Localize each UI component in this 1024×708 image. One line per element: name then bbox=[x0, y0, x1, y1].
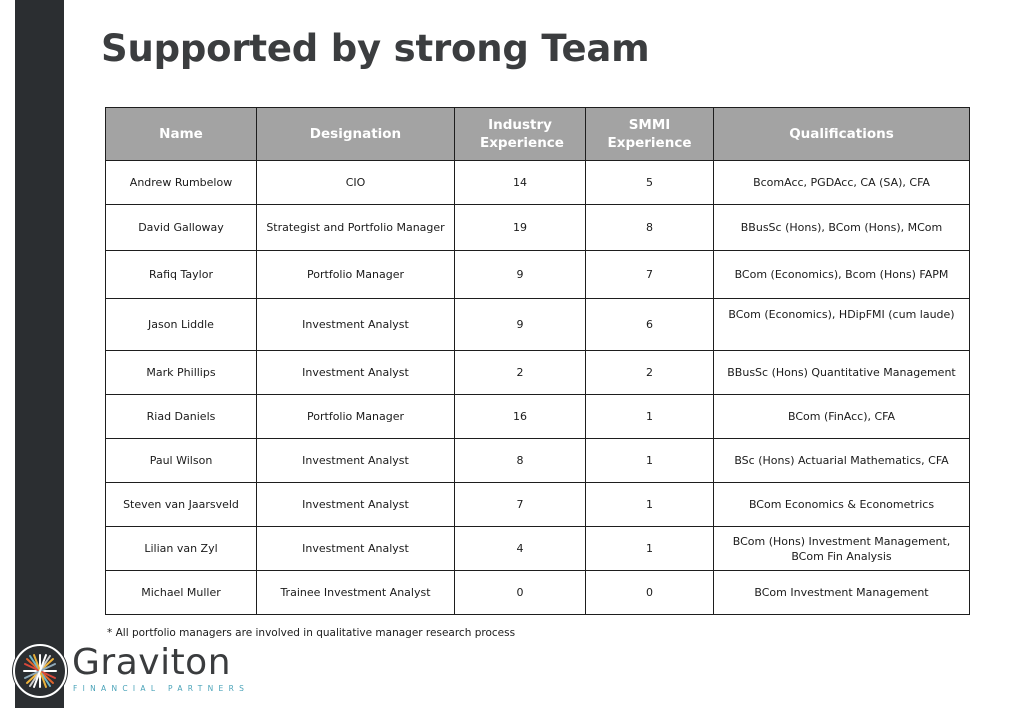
star-burst-icon bbox=[15, 646, 65, 696]
cell-industry-experience: 0 bbox=[455, 571, 586, 615]
header-industry-experience-label: Industry Experience bbox=[480, 117, 564, 151]
table-row bbox=[106, 161, 970, 205]
cell-industry-experience: 4 bbox=[455, 527, 586, 571]
cell-name: Lilian van Zyl bbox=[106, 527, 257, 571]
left-sidebar-band bbox=[15, 0, 64, 708]
cell-qualifications: BBusSc (Hons) Quantitative Management bbox=[714, 351, 970, 395]
cell-smmi-experience: 1 bbox=[586, 527, 714, 571]
cell-industry-experience: 14 bbox=[455, 161, 586, 205]
cell-designation: Investment Analyst bbox=[257, 527, 455, 571]
cell-designation: Strategist and Portfolio Manager bbox=[257, 205, 455, 251]
table-row bbox=[106, 251, 970, 299]
cell-qualifications: BCom Economics & Econometrics bbox=[714, 483, 970, 527]
table-row bbox=[106, 571, 970, 615]
cell-industry-experience: 19 bbox=[455, 205, 586, 251]
cell-name: Andrew Rumbelow bbox=[106, 161, 257, 205]
table-row bbox=[106, 299, 970, 351]
brand-name: Graviton bbox=[72, 642, 232, 683]
cell-designation: Trainee Investment Analyst bbox=[257, 571, 455, 615]
cell-designation: Portfolio Manager bbox=[257, 251, 455, 299]
cell-designation: Investment Analyst bbox=[257, 351, 455, 395]
cell-qualifications: BCom (Economics), Bcom (Hons) FAPM bbox=[714, 251, 970, 299]
cell-qualifications: BcomAcc, PGDAcc, CA (SA), CFA bbox=[714, 161, 970, 205]
cell-smmi-experience: 2 bbox=[586, 351, 714, 395]
cell-qualifications: BBusSc (Hons), BCom (Hons), MCom bbox=[714, 205, 970, 251]
table-row bbox=[106, 527, 970, 571]
header-industry-experience bbox=[455, 108, 586, 161]
cell-qualifications: BCom (Hons) Investment Management, BCom Fin Analysis bbox=[714, 527, 970, 571]
cell-qualifications: BSc (Hons) Actuarial Mathematics, CFA bbox=[714, 439, 970, 483]
cell-industry-experience: 9 bbox=[455, 251, 586, 299]
table-row bbox=[106, 439, 970, 483]
cell-smmi-experience: 0 bbox=[586, 571, 714, 615]
cell-qualifications: BCom (Economics), HDipFMI (cum laude) bbox=[714, 299, 970, 351]
table-row bbox=[106, 395, 970, 439]
cell-smmi-experience: 8 bbox=[586, 205, 714, 251]
cell-qualifications: BCom (FinAcc), CFA bbox=[714, 395, 970, 439]
header-smmi-experience: SMMI Experience bbox=[586, 108, 714, 161]
page-title: Supported by strong Team bbox=[101, 27, 650, 70]
cell-smmi-experience: 1 bbox=[586, 439, 714, 483]
table-row bbox=[106, 483, 970, 527]
cell-name: Paul Wilson bbox=[106, 439, 257, 483]
cell-industry-experience: 7 bbox=[455, 483, 586, 527]
cell-designation: Investment Analyst bbox=[257, 299, 455, 351]
brand-tagline: FINANCIAL PARTNERS bbox=[73, 684, 250, 693]
cell-smmi-experience: 1 bbox=[586, 483, 714, 527]
header-qualifications: Qualifications bbox=[714, 108, 970, 161]
team-table bbox=[105, 107, 970, 615]
cell-smmi-experience: 6 bbox=[586, 299, 714, 351]
graviton-logo-icon bbox=[13, 644, 67, 698]
header-designation: Designation bbox=[257, 108, 455, 161]
cell-industry-experience: 9 bbox=[455, 299, 586, 351]
table-row bbox=[106, 205, 970, 251]
cell-smmi-experience: 5 bbox=[586, 161, 714, 205]
cell-designation: Portfolio Manager bbox=[257, 395, 455, 439]
cell-smmi-experience: 1 bbox=[586, 395, 714, 439]
header-name: Name bbox=[106, 108, 257, 161]
table-row bbox=[106, 351, 970, 395]
cell-designation: Investment Analyst bbox=[257, 483, 455, 527]
cell-name: Mark Phillips bbox=[106, 351, 257, 395]
cell-smmi-experience: 7 bbox=[586, 251, 714, 299]
cell-industry-experience: 2 bbox=[455, 351, 586, 395]
cell-name: Steven van Jaarsveld bbox=[106, 483, 257, 527]
cell-name: David Galloway bbox=[106, 205, 257, 251]
cell-designation: CIO bbox=[257, 161, 455, 205]
cell-industry-experience: 16 bbox=[455, 395, 586, 439]
cell-name: Michael Muller bbox=[106, 571, 257, 615]
cell-name: Rafiq Taylor bbox=[106, 251, 257, 299]
cell-name: Riad Daniels bbox=[106, 395, 257, 439]
footnote: * All portfolio managers are involved in qualitative manager research process bbox=[107, 627, 516, 639]
cell-industry-experience: 8 bbox=[455, 439, 586, 483]
cell-name: Jason Liddle bbox=[106, 299, 257, 351]
cell-qualifications: BCom Investment Management bbox=[714, 571, 970, 615]
table-header-row bbox=[106, 108, 970, 161]
cell-designation: Investment Analyst bbox=[257, 439, 455, 483]
